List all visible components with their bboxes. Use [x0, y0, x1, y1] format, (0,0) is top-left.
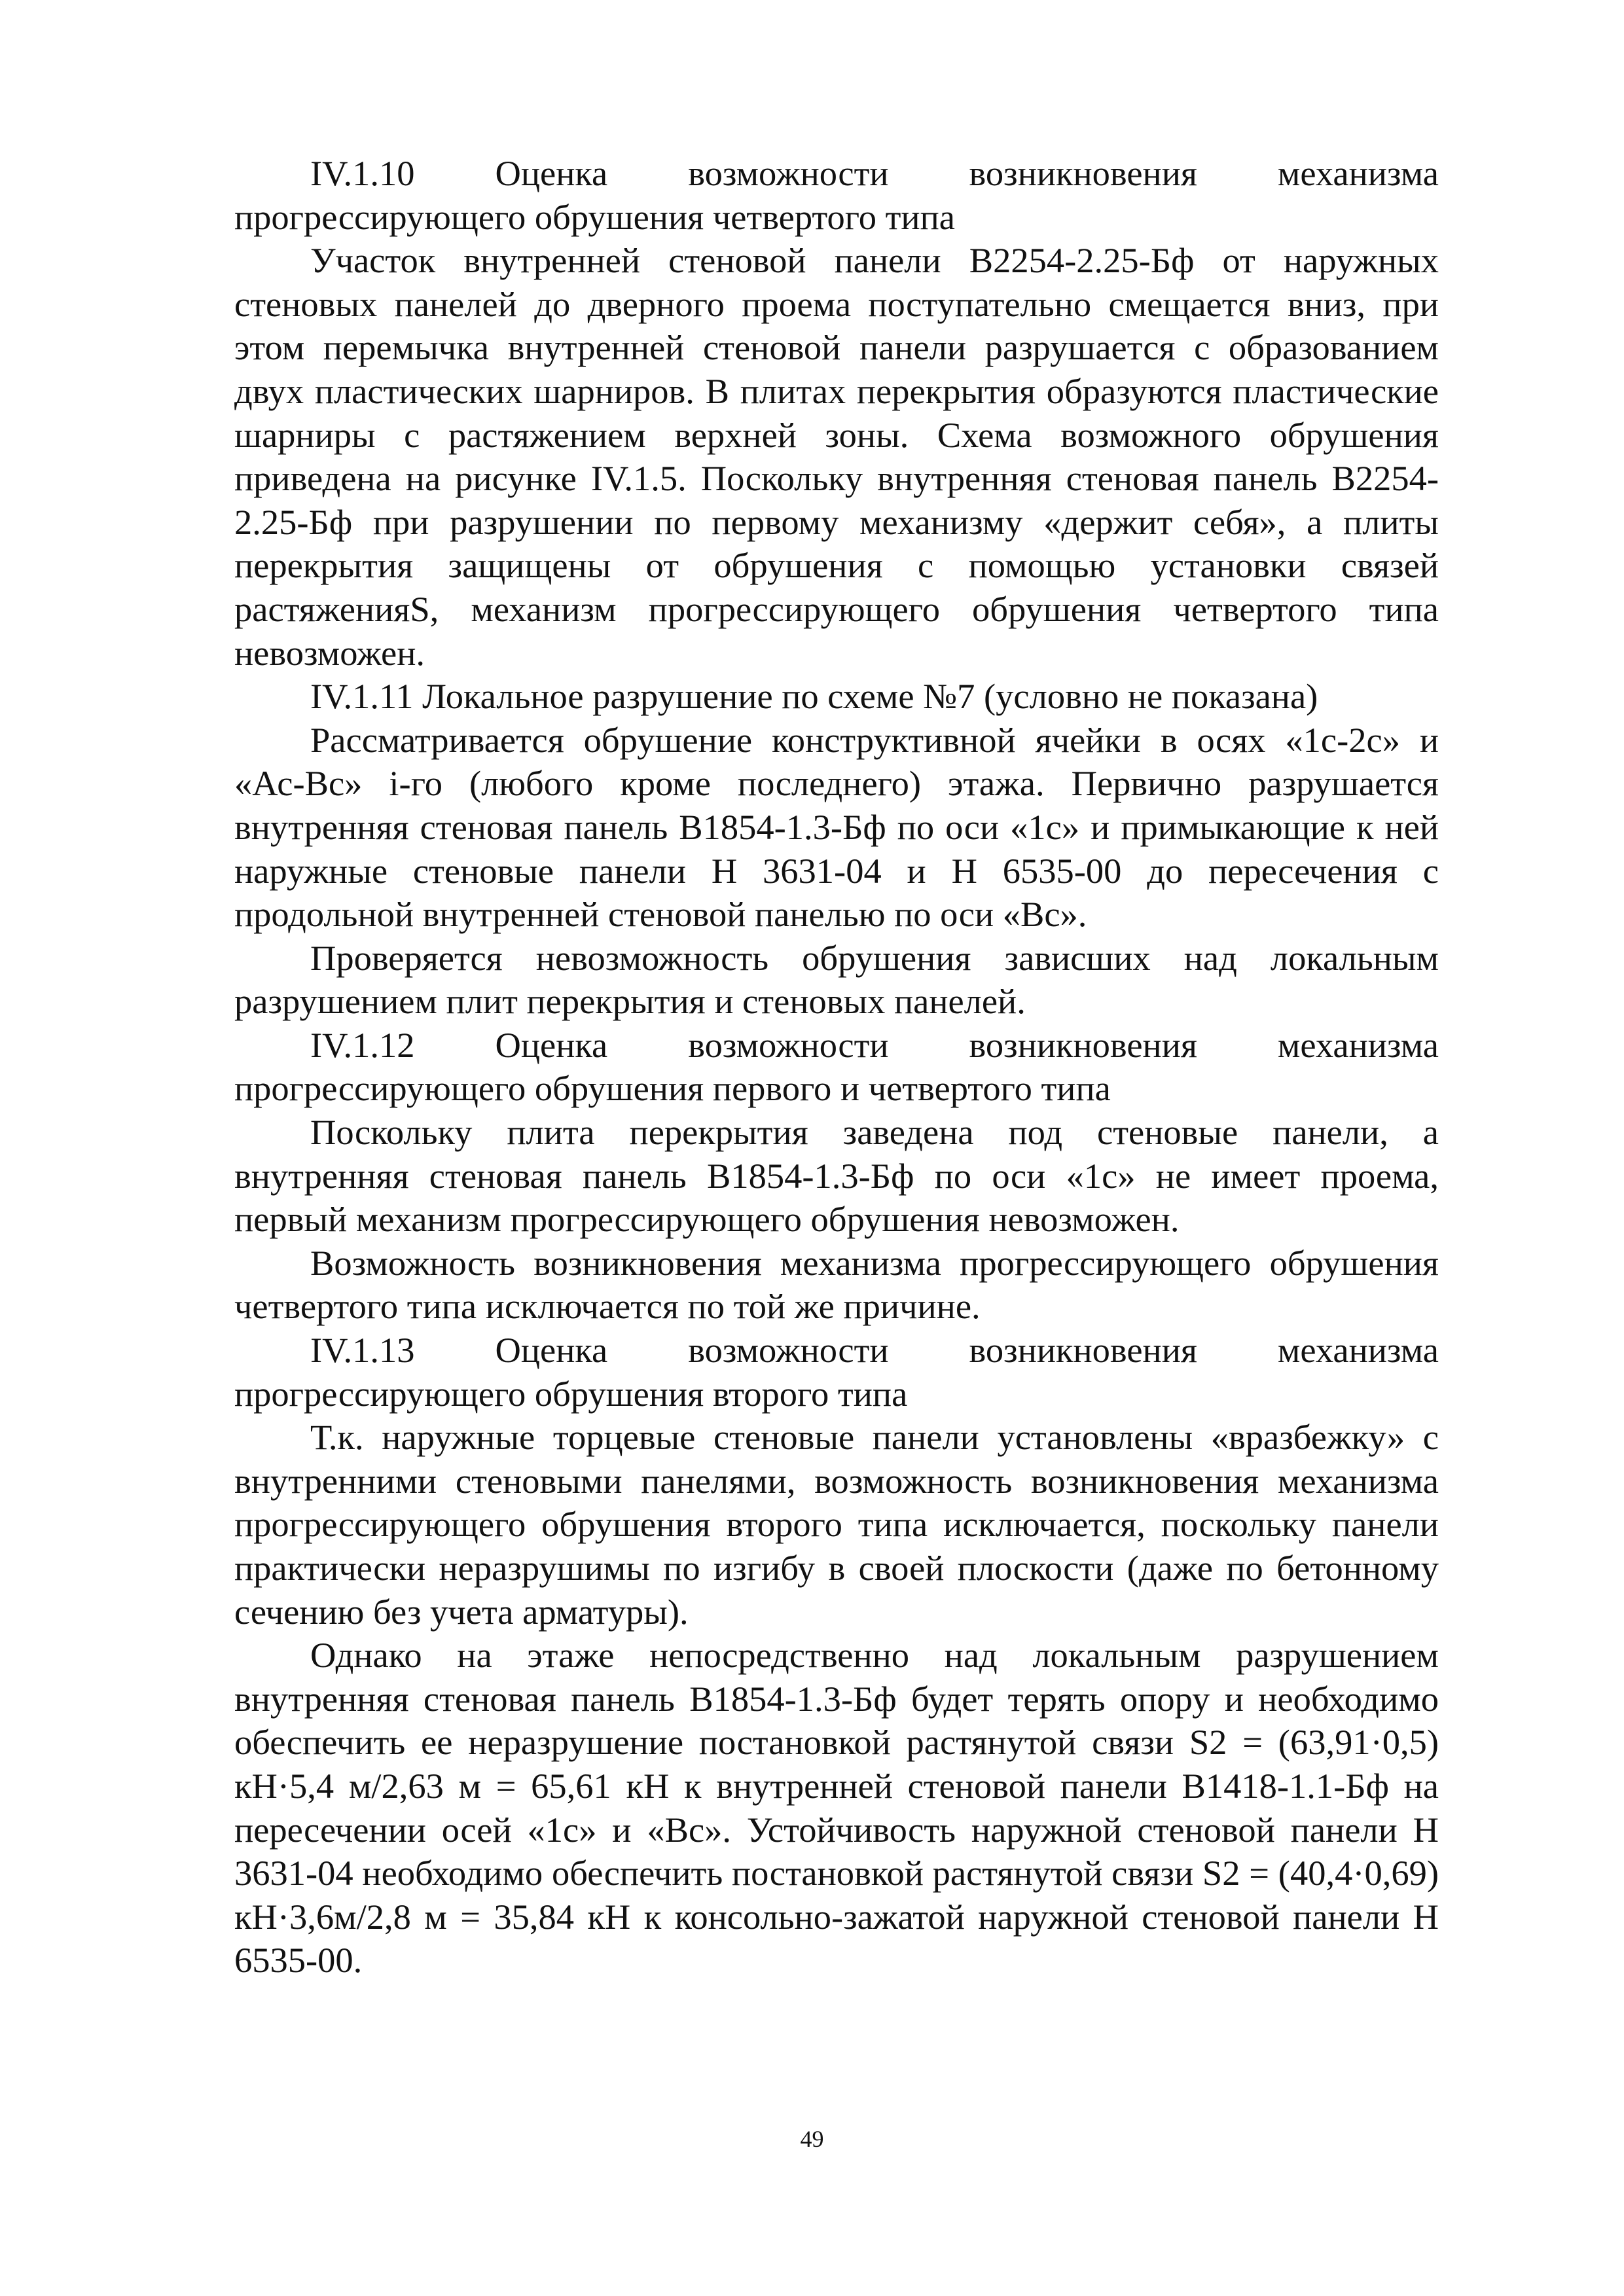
section-heading-iv-1-13: IV.1.13 Оценка возможности возникновения механизма прогрессирующего обрушения второго типа [234, 1330, 1439, 1414]
paragraph: Участок внутренней стеновой панели В2254-2.25-Бф от наружных стеновых панелей до дверного проема поступательно смещается вниз, при этом перемычка внутренней стеновой панели разрушается с образованием двух пластических шарниров. В плитах перекрытия образуются пластические шарниры с растяжением верхней зоны. Схема возможного обрушения приведена на рисунке IV.1.5. Поскольку внутренняя стеновая панель В2254-2.25-Бф при разрушении по первому механизму «держит себя», а плиты перекрытия защищены от обрушения с помощью установки связей растяженияS, механизм прогрессирующего обрушения четвертого типа невозможен. [234, 240, 1439, 673]
paragraph: Т.к. наружные торцевые стеновые панели установлены «вразбежку» с внутренними стеновыми панелями, возможность возникновения механизма прогрессирующего обрушения второго типа исключается, поскольку панели практически неразрушимы по изгибу в своей плоскости (даже по бетонному сечению без учета арматуры). [234, 1417, 1439, 1632]
section-heading-iv-1-10: IV.1.10 Оценка возможности возникновения механизма прогрессирующего обрушения четвертого типа [234, 153, 1439, 237]
paragraph: Возможность возникновения механизма прогрессирующего обрушения четвертого типа исключается по той же причине. [234, 1242, 1439, 1327]
document-body [234, 152, 1439, 1982]
paragraph: Рассматривается обрушение конструктивной ячейки в осях «1с-2с» и «Ас-Вс» i-го (любого кроме последнего) этажа. Первично разрушается внутренняя стеновая панель В1854-1.3-Бф по оси «1с» и примыкающие к ней наружные стеновые панели Н 3631-04 и Н 6535-00 до пересечения с продольной внутренней стеновой панелью по оси «Вс». [234, 719, 1439, 935]
page-number: 49 [800, 2126, 824, 2152]
paragraph: Поскольку плита перекрытия заведена под стеновые панели, а внутренняя стеновая панель В1854-1.3-Бф по оси «1с» не имеет проема, первый механизм прогрессирующего обрушения невозможен. [234, 1112, 1439, 1240]
paragraph: Проверяется невозможность обрушения зависших над локальным разрушением плит перекрытия и стеновых панелей. [234, 937, 1439, 1022]
section-heading-iv-1-12: IV.1.12 Оценка возможности возникновения механизма прогрессирующего обрушения первого и четвертого типа [234, 1024, 1439, 1109]
paragraph: Однако на этаже непосредственно над локальным разрушением внутренняя стеновая панель В1854-1.3-Бф будет терять опору и необходимо обеспечить ее неразрушение постановкой растянутой связи S2 = (63,91·0,5) кН·5,4 м/2,63 м = 65,61 кН к внутренней стеновой панели В1418-1.1-Бф на пересечении осей «1с» и «Вс». Устойчивость наружной стеновой панели Н 3631-04 необходимо обеспечить постановкой растянутой связи S2 = (40,4·0,69) кН·3,6м/2,8 м = 35,84 кН к консольно-зажатой наружной стеновой панели Н 6535-00. [234, 1635, 1439, 1981]
section-heading-iv-1-11: IV.1.11 Локальное разрушение по схеме №7 (условно не показана) [310, 676, 1318, 717]
